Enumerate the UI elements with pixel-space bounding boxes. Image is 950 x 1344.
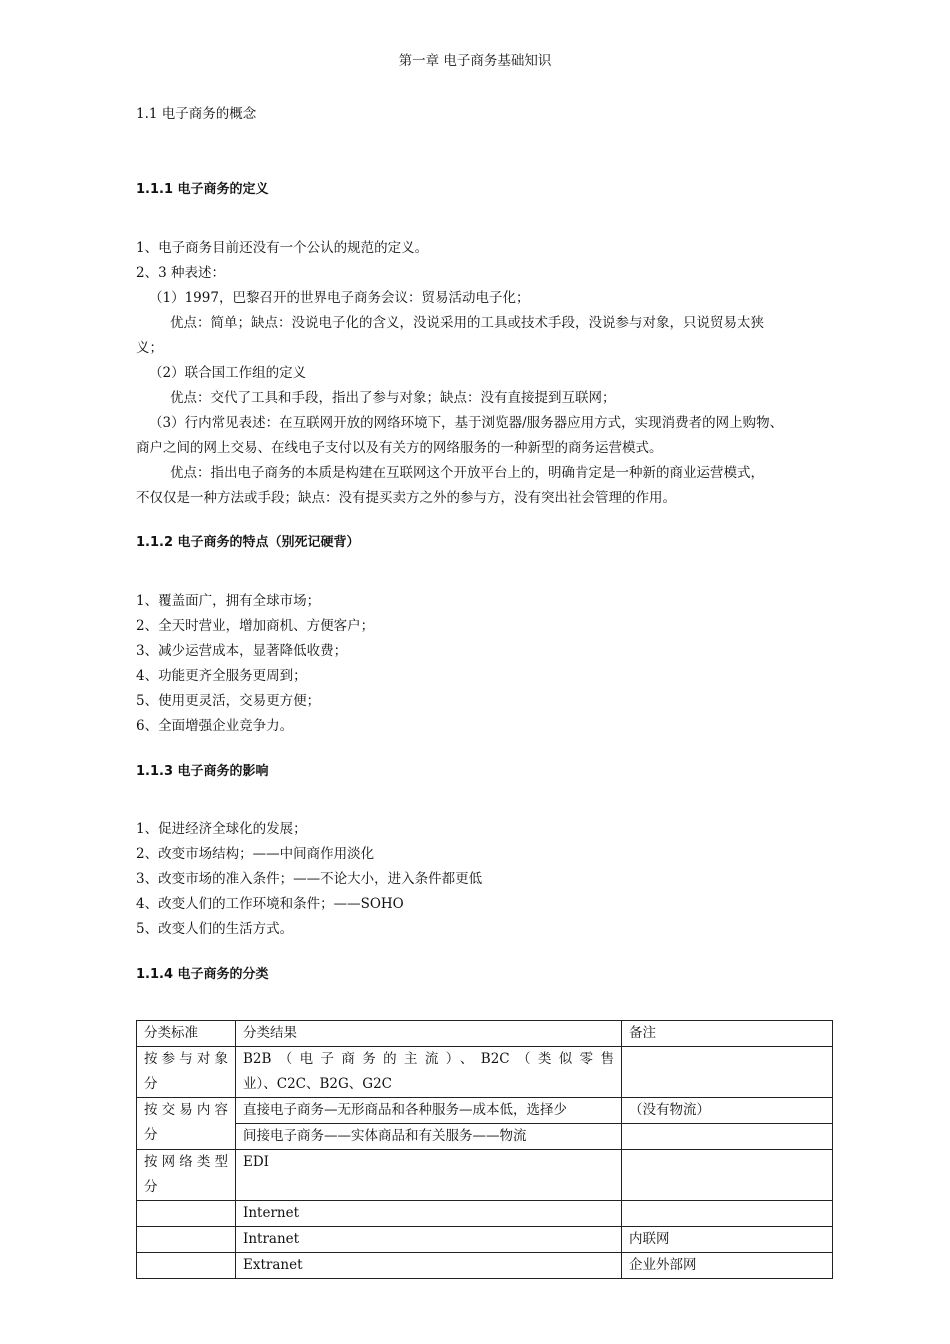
list-item: 2、全天时营业，增加商机、方便客户； — [136, 618, 375, 634]
paragraph: 义； — [136, 340, 163, 356]
table-header-row — [137, 1021, 833, 1047]
table-row — [137, 1253, 833, 1279]
list-item: 4、功能更齐全服务更周到； — [136, 668, 307, 684]
table-cell: 按参与对象 分 — [137, 1047, 236, 1098]
table-header-cell: 分类标准 — [137, 1021, 236, 1047]
table-cell: 间接电子商务——实体商品和有关服务——物流 — [236, 1124, 622, 1150]
paragraph: （3）行内常见表述：在互联网开放的网络环境下，基于浏览器/服务器应用方式，实现消费者的网上购物、 — [149, 415, 784, 431]
table-cell: Internet — [236, 1201, 622, 1227]
classification-table — [136, 1020, 833, 1279]
table-cell — [622, 1150, 833, 1201]
list-item: 3、改变市场的准入条件；——不论大小，进入条件都更低 — [136, 871, 483, 887]
table-cell — [137, 1227, 236, 1253]
list-item: 2、改变市场结构；——中间商作用淡化 — [136, 846, 375, 862]
table-row — [137, 1047, 833, 1098]
table-cell: 直接电子商务—无形商品和各种服务—成本低，选择少 — [236, 1098, 622, 1124]
table-cell: B2B（电子商务的主流）、B2C（类似零售 业）、C2C、B2G、G2C — [236, 1047, 622, 1098]
table-row — [137, 1227, 833, 1253]
table-cell: 按网络类型 分 — [137, 1150, 236, 1201]
paragraph: 2、3 种表述： — [136, 265, 225, 281]
paragraph: 商户之间的网上交易、在线电子支付以及有关方的网络服务的一种新型的商务运营模式。 — [136, 440, 663, 456]
paragraph: 不仅仅是一种方法或手段；缺点：没有提买卖方之外的参与方，没有突出社会管理的作用。 — [136, 490, 676, 506]
list-item: 6、全面增强企业竞争力。 — [136, 718, 294, 734]
table-cell — [622, 1201, 833, 1227]
subsection-heading: 1.1.1 电子商务的定义 — [136, 182, 269, 197]
table-cell: Intranet — [236, 1227, 622, 1253]
paragraph: 优点：交代了工具和手段，指出了参与对象；缺点：没有直接提到互联网； — [170, 390, 616, 406]
table-row — [137, 1150, 833, 1201]
list-item: 5、使用更灵活，交易更方便； — [136, 693, 321, 709]
subsection-heading: 1.1.3 电子商务的影响 — [136, 764, 269, 779]
section-heading: 1.1 电子商务的概念 — [136, 106, 257, 122]
table-cell: 企业外部网 — [622, 1253, 833, 1279]
table-row — [137, 1201, 833, 1227]
table-cell — [137, 1253, 236, 1279]
table-cell — [622, 1047, 833, 1098]
list-item: 5、改变人们的生活方式。 — [136, 921, 294, 937]
list-item: 1、促进经济全球化的发展； — [136, 821, 307, 837]
table-header-cell: 分类结果 — [236, 1021, 622, 1047]
table-cell — [137, 1201, 236, 1227]
paragraph: 优点：指出电子商务的本质是构建在互联网这个开放平台上的，明确肯定是一种新的商业运营模式， — [170, 465, 764, 481]
subsection-heading: 1.1.4 电子商务的分类 — [136, 967, 269, 982]
table-cell: （没有物流） — [622, 1098, 833, 1124]
table-cell: 按交易内容 分 — [137, 1098, 236, 1150]
page-title: 第一章 电子商务基础知识 — [398, 53, 552, 69]
subsection-heading: 1.1.2 电子商务的特点（别死记硬背） — [136, 535, 360, 550]
list-item: 4、改变人们的工作环境和条件；——SOHO — [136, 896, 404, 912]
table-header-cell: 备注 — [622, 1021, 833, 1047]
list-item: 3、减少运营成本，显著降低收费； — [136, 643, 348, 659]
table-row — [137, 1098, 833, 1124]
paragraph: 1、电子商务目前还没有一个公认的规范的定义。 — [136, 240, 429, 256]
table-cell: EDI — [236, 1150, 622, 1201]
table-cell: Extranet — [236, 1253, 622, 1279]
paragraph: 优点：简单；缺点：没说电子化的含义，没说采用的工具或技术手段，没说参与对象，只说贸易太狭 — [170, 315, 764, 331]
table-cell — [622, 1124, 833, 1150]
paragraph: （1）1997，巴黎召开的世界电子商务会议：贸易活动电子化； — [149, 290, 530, 306]
paragraph: （2）联合国工作组的定义 — [149, 365, 307, 381]
table-cell: 内联网 — [622, 1227, 833, 1253]
list-item: 1、覆盖面广，拥有全球市场； — [136, 593, 321, 609]
table-row — [137, 1124, 833, 1150]
